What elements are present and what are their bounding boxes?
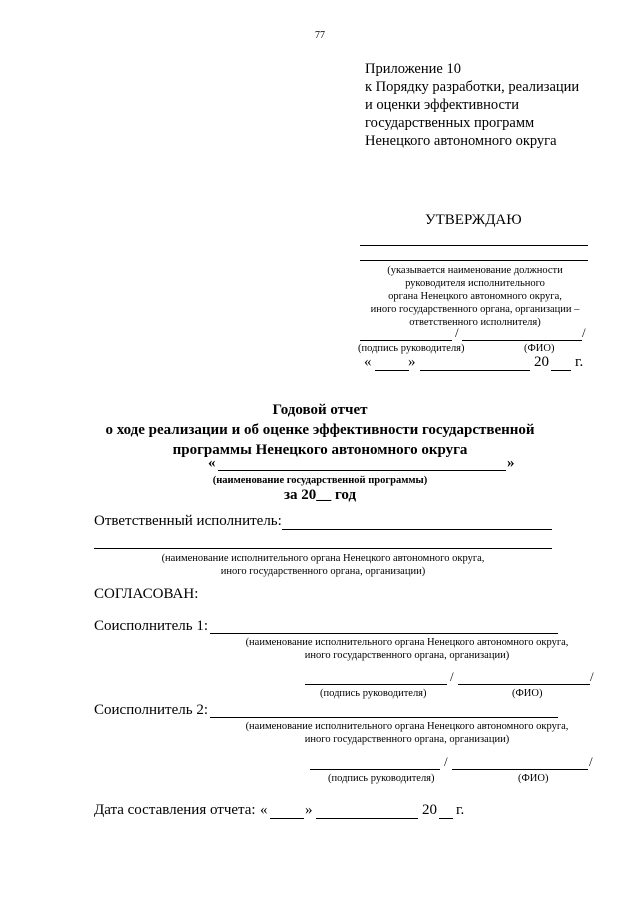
coexec2-field[interactable]	[210, 717, 558, 718]
note-line: (наименование исполнительного органа Ненецкого автономного округа,	[245, 637, 569, 648]
approve-slash-end: /	[582, 325, 586, 340]
approve-month-field[interactable]	[420, 370, 530, 371]
note-line: иного государственного органа, организации)	[304, 650, 510, 661]
note-line: иного государственного органа, организации –	[370, 304, 580, 315]
coexec2-label: Соисполнитель 2:	[94, 702, 209, 718]
responsible-label: Ответственный исполнитель:	[94, 513, 282, 529]
appendix-line: государственных программ	[365, 115, 535, 131]
coexec2-fio-line[interactable]	[452, 769, 588, 770]
page-number: 77	[315, 30, 325, 41]
appendix-line: к Порядку разработки, реализации	[365, 79, 580, 95]
coexec2-signature-label: (подпись руководителя)	[328, 773, 435, 784]
note-line: органа Ненецкого автономного округа,	[388, 291, 562, 302]
program-name-field[interactable]	[218, 470, 506, 471]
note-line: иного государственного органа, организации)	[220, 566, 426, 577]
note-line: (наименование исполнительного органа Ненецкого автономного округа,	[245, 721, 569, 732]
coexec1-slash: /	[450, 669, 454, 684]
coexec2-note	[222, 720, 592, 746]
note-line: иного государственного органа, организации)	[304, 734, 510, 745]
responsible-note	[94, 552, 552, 578]
report-year-prefix: 20	[422, 802, 437, 818]
report-year-field[interactable]	[439, 818, 453, 819]
approve-fio-line[interactable]	[462, 340, 582, 341]
approve-slash: /	[455, 325, 459, 340]
program-quote-open: «	[208, 455, 216, 471]
coexec1-label: Соисполнитель 1:	[94, 618, 209, 634]
note-line: ответственного исполнителя)	[409, 317, 541, 328]
appendix-header	[365, 60, 579, 150]
coexec1-fio-line[interactable]	[458, 684, 590, 685]
report-date-close-quote: »	[305, 802, 313, 818]
report-date-label: Дата составления отчета:	[94, 802, 256, 818]
note-line: руководителя исполнительного	[405, 278, 545, 289]
coexec1-slash-end: /	[590, 669, 594, 684]
report-date-open-quote: «	[260, 802, 268, 818]
appendix-line: Ненецкого автономного округа	[365, 133, 557, 149]
report-month-field[interactable]	[316, 818, 418, 819]
report-subtitle-1: о ходе реализации и об оценке эффективности государственной	[105, 422, 535, 438]
program-name-note: (наименование государственной программы)	[212, 475, 428, 486]
coexec1-signature-line[interactable]	[305, 684, 447, 685]
coexec2-fio-label: (ФИО)	[518, 773, 549, 784]
approve-label: УТВЕРЖДАЮ	[425, 212, 522, 228]
note-line: (наименование исполнительного органа Ненецкого автономного округа,	[161, 553, 485, 564]
approve-signature-label: (подпись руководителя)	[358, 343, 465, 354]
program-quote-close: »	[507, 455, 515, 471]
approve-fio-label: (ФИО)	[524, 343, 555, 354]
coexec1-fio-label: (ФИО)	[512, 688, 543, 699]
appendix-line: и оценки эффективности	[365, 97, 519, 113]
coexec1-field[interactable]	[210, 633, 558, 634]
report-day-field[interactable]	[270, 818, 304, 819]
approve-position-line-1[interactable]	[360, 245, 588, 246]
approve-date-close-quote: »	[408, 354, 416, 370]
responsible-field[interactable]	[282, 529, 552, 530]
appendix-line: Приложение 10	[365, 61, 461, 77]
approve-year-suffix: г.	[575, 354, 584, 370]
approve-position-line-2[interactable]	[360, 260, 588, 261]
approve-year-field[interactable]	[551, 370, 571, 371]
report-year-line: за 20__ год	[283, 487, 357, 503]
report-year-suffix: г.	[456, 802, 465, 818]
coexec1-signature-label: (подпись руководителя)	[320, 688, 427, 699]
approve-date-open-quote: «	[364, 354, 372, 370]
responsible-field-2[interactable]	[94, 548, 552, 549]
approve-day-field[interactable]	[375, 370, 409, 371]
coexec2-slash: /	[444, 754, 448, 769]
coexec2-signature-line[interactable]	[310, 769, 440, 770]
approve-year-prefix: 20	[534, 354, 549, 370]
approve-signature-line[interactable]	[360, 340, 452, 341]
note-line: (указывается наименование должности	[387, 265, 563, 276]
coexec1-note	[222, 636, 592, 662]
report-title: Годовой отчет	[272, 402, 368, 418]
coexec2-slash-end: /	[589, 754, 593, 769]
report-subtitle-2: программы Ненецкого автономного округа	[172, 442, 468, 458]
agreed-label: СОГЛАСОВАН:	[94, 586, 199, 602]
approve-position-note	[355, 264, 595, 329]
